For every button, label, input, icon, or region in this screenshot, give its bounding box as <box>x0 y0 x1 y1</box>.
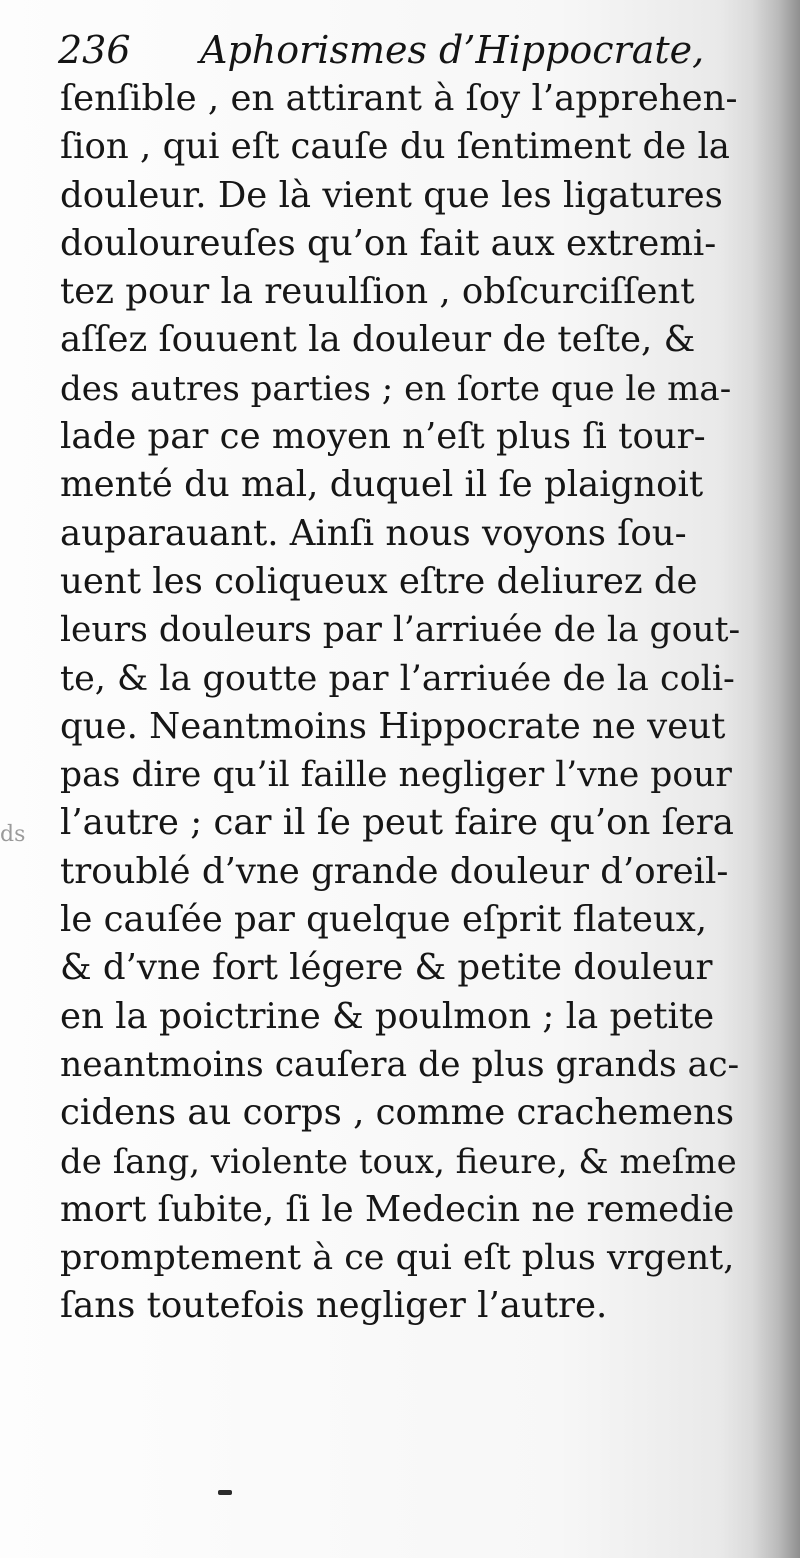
text-line: neantmoins cauſera de plus grands ac- <box>60 1044 740 1085</box>
text-line: le cauſée par quelque eſprit flateux, <box>60 899 708 941</box>
ink-speck <box>218 1490 232 1495</box>
text-line: leurs douleurs par l’arriuée de la gout- <box>60 610 740 651</box>
text-line: cidens au corps , comme crachemens <box>60 1092 735 1134</box>
text-line: pas dire qu’il faille negliger l’vne pour <box>60 755 732 796</box>
text-line: douleur. De là vient que les ligatures <box>60 174 723 216</box>
text-line: troublé d’vne grande douleur d’oreil- <box>60 850 729 892</box>
text-line: mort ſubite, ſi le Medecin ne remedie <box>60 1188 735 1230</box>
text-line: de ſang, violente toux, fieure, & meſme <box>60 1141 737 1182</box>
text-line: aſſez ſouuent la douleur de teſte, & <box>60 319 696 361</box>
text-line: ſans toutefois negliger l’autre. <box>60 1285 608 1327</box>
text-line: ſion , qui eſt cauſe du ſentiment de la <box>60 126 730 168</box>
text-line: uent les coliqueux eſtre deliurez de <box>60 560 698 602</box>
text-line: en la poictrine & poulmon ; la petite <box>60 995 715 1037</box>
text-line: douloureuſes qu’on fait aux extremi- <box>60 222 717 264</box>
text-line: te, & la goutte par l’arriuée de la coli- <box>60 658 735 699</box>
text-line: & d’vne fort légere & petite douleur <box>60 947 713 989</box>
page-header <box>58 28 748 78</box>
gutter-shadow <box>752 0 800 1558</box>
text-line: promptement à ce qui eſt plus vrgent, <box>60 1238 735 1279</box>
page-number: 236 <box>58 28 131 72</box>
text-line: lade par ce moyen n’eſt plus ſi tour- <box>60 416 706 458</box>
text-line: auparauant. Ainſi nous voyons ſou- <box>60 512 687 554</box>
text-line: menté du mal, duquel il ſe plaignoit <box>60 464 704 506</box>
text-line: ſenſible , en attirant à ſoy l’apprehen- <box>60 78 738 119</box>
margin-bleed-fragment: ds <box>0 822 26 847</box>
text-line: des autres parties ; en ſorte que le ma- <box>60 368 732 409</box>
running-title: Aphorismes d’Hippocrate, <box>200 28 705 72</box>
text-line: l’autre ; car il ſe peut faire qu’on ſera <box>60 802 734 844</box>
text-line: tez pour la reuulſion , obſcurciſſent <box>60 271 695 313</box>
text-line: que. Neantmoins Hippocrate ne veut <box>60 705 726 747</box>
body-text <box>60 75 740 1331</box>
